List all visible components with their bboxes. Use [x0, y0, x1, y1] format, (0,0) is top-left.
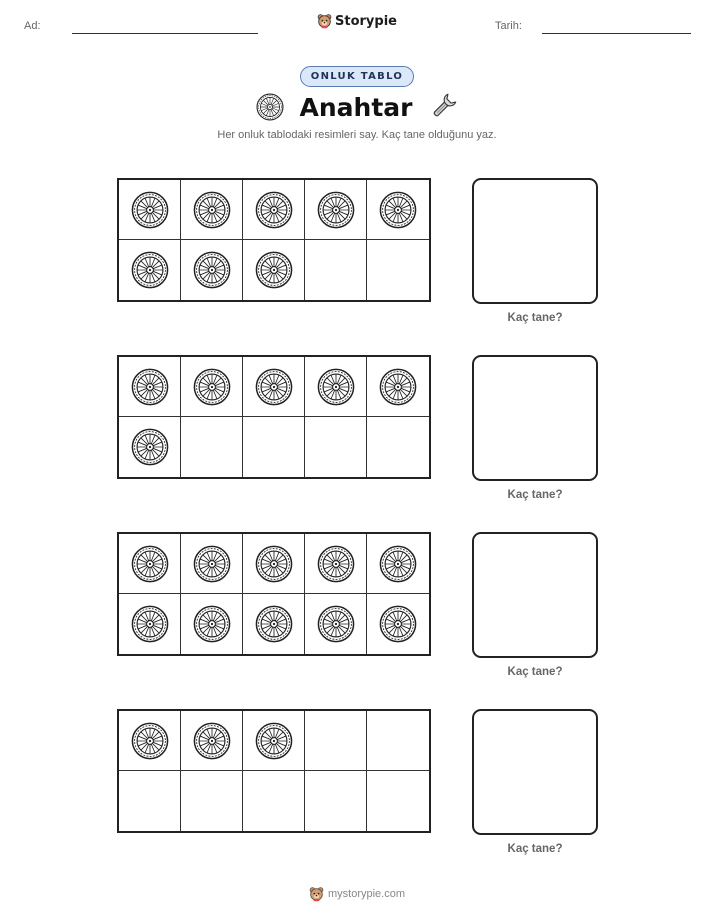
ten-frame-cell	[243, 357, 305, 417]
ten-frame-cell	[367, 180, 429, 240]
ten-frame-cell	[367, 240, 429, 300]
footer	[0, 886, 714, 907]
page-title: Anahtar	[299, 92, 413, 122]
ten-frame-cell	[119, 357, 181, 417]
ten-frame-cell	[367, 711, 429, 771]
ten-frame-cell	[119, 711, 181, 771]
answer-prompt: Kaç tane?	[507, 843, 563, 855]
ten-frame-cell	[243, 417, 305, 477]
answer-box[interactable]	[472, 709, 598, 835]
bear-mascot-icon	[317, 13, 332, 29]
wheel-icon	[255, 368, 293, 406]
ten-frame	[117, 709, 431, 833]
wheel-icon	[193, 251, 231, 289]
ten-frame-cell	[367, 417, 429, 477]
title-row	[0, 90, 714, 124]
ten-frame-cell	[181, 534, 243, 594]
ten-frame-cell	[243, 594, 305, 654]
ten-frame-cell	[243, 240, 305, 300]
ten-frame-cell	[181, 357, 243, 417]
answer-prompt: Kaç tane?	[507, 666, 563, 678]
wheel-icon	[193, 605, 231, 643]
wheel-icon	[131, 251, 169, 289]
wheel-icon	[255, 722, 293, 760]
ten-frame-cell	[119, 534, 181, 594]
footer-url: mystorypie.com	[327, 888, 406, 900]
ten-frame-cell	[305, 357, 367, 417]
wheel-icon	[379, 545, 417, 583]
worksheet-type-badge: ONLUK TABLO	[300, 66, 414, 87]
ten-frame-cell	[243, 534, 305, 594]
wheel-icon	[131, 605, 169, 643]
wheel-icon	[131, 191, 169, 229]
brand-logo	[0, 13, 714, 34]
ten-frame-cell	[243, 711, 305, 771]
ten-frame-cell	[305, 534, 367, 594]
wheel-icon	[131, 545, 169, 583]
ten-frame-cell	[119, 594, 181, 654]
wheel-icon	[379, 368, 417, 406]
wheel-icon	[255, 191, 293, 229]
answer-box[interactable]	[472, 532, 598, 658]
bear-mascot-icon	[309, 886, 324, 902]
ten-frame-cell	[181, 240, 243, 300]
ten-frame-cell	[119, 240, 181, 300]
wheel-icon	[131, 722, 169, 760]
ten-frame-cell	[305, 240, 367, 300]
ten-frame-cell	[243, 771, 305, 831]
wrench-icon	[428, 92, 458, 122]
answer-prompt: Kaç tane?	[507, 489, 563, 501]
wheel-icon	[193, 722, 231, 760]
answer-box[interactable]	[472, 355, 598, 481]
wheel-icon	[255, 251, 293, 289]
wheel-icon	[193, 545, 231, 583]
instructions: Her onluk tablodaki resimleri say. Kaç tane olduğunu yaz.	[217, 129, 497, 141]
ten-frame	[117, 178, 431, 302]
wheel-icon	[379, 605, 417, 643]
ten-frame-cell	[367, 771, 429, 831]
ten-frame-cell	[119, 417, 181, 477]
ten-frame	[117, 355, 431, 479]
ten-frame-cell	[305, 180, 367, 240]
answer-prompt: Kaç tane?	[507, 312, 563, 324]
wheel-icon	[131, 428, 169, 466]
answer-box[interactable]	[472, 178, 598, 304]
ten-frame	[117, 532, 431, 656]
wheel-icon	[256, 93, 284, 121]
ten-frame-cell	[119, 180, 181, 240]
wheel-icon	[317, 191, 355, 229]
ten-frame-cell	[119, 771, 181, 831]
ten-frame-cell	[305, 711, 367, 771]
wheel-icon	[131, 368, 169, 406]
ten-frame-cell	[305, 417, 367, 477]
ten-frame-cell	[305, 594, 367, 654]
wheel-icon	[379, 191, 417, 229]
ten-frame-cell	[181, 711, 243, 771]
name-label: Ad:	[24, 20, 41, 32]
wheel-icon	[317, 368, 355, 406]
ten-frame-cell	[367, 357, 429, 417]
wheel-icon	[193, 368, 231, 406]
ten-frame-cell	[181, 594, 243, 654]
ten-frame-cell	[181, 180, 243, 240]
wheel-icon	[193, 191, 231, 229]
ten-frame-cell	[181, 771, 243, 831]
ten-frame-cell	[181, 417, 243, 477]
ten-frame-cell	[367, 594, 429, 654]
date-line[interactable]	[542, 33, 691, 34]
wheel-icon	[317, 605, 355, 643]
date-label: Tarih:	[495, 20, 522, 32]
ten-frame-cell	[367, 534, 429, 594]
ten-frame-cell	[305, 771, 367, 831]
ten-frame-cell	[243, 180, 305, 240]
wheel-icon	[255, 605, 293, 643]
wheel-icon	[317, 545, 355, 583]
brand-name: Storypie	[335, 13, 397, 29]
wheel-icon	[255, 545, 293, 583]
